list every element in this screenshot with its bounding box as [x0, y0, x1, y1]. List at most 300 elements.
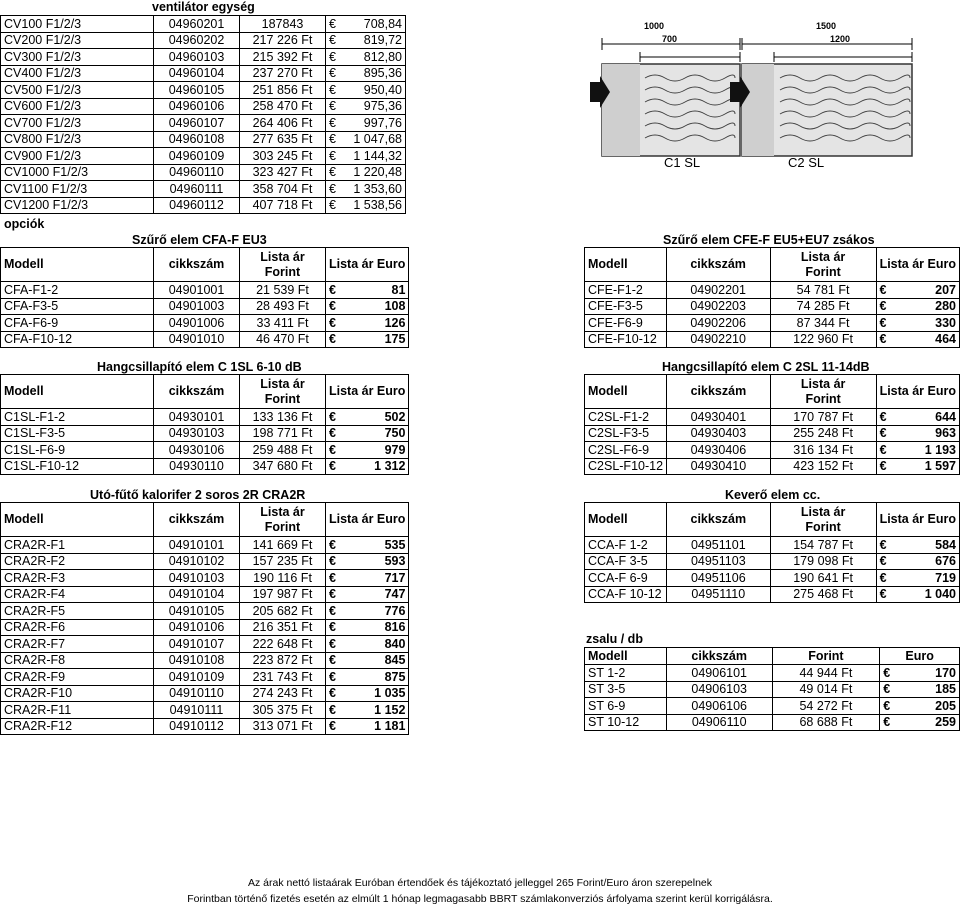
code-cell: 04902210 [666, 331, 770, 348]
model-cell: C1SL-F1-2 [1, 409, 154, 426]
euro-sign: € [329, 181, 336, 196]
eur-price-cell [326, 619, 409, 636]
eur-value: 185 [935, 682, 956, 697]
eur-price-cell [326, 442, 409, 459]
huf-price-cell: 154 787 Ft [770, 537, 876, 554]
code-cell: 04930410 [667, 458, 771, 475]
table-row [1, 458, 409, 475]
table-row [1, 669, 409, 686]
model-cell: C2SL-F3-5 [585, 425, 667, 442]
model-cell: CFE-F6-9 [585, 315, 667, 332]
code-cell: 04930106 [154, 442, 240, 459]
table-row [1, 586, 409, 603]
c1sl-title: Hangcsillapító elem C 1SL 6-10 dB [97, 360, 302, 374]
eur-price-cell [326, 32, 406, 49]
eur-price-cell [326, 331, 409, 348]
huf-price-cell: 133 136 Ft [240, 409, 326, 426]
euro-sign: € [329, 148, 336, 163]
header-eur: Euro [880, 648, 960, 665]
model-cell: CRA2R-F10 [1, 685, 154, 702]
huf-price-cell: 323 427 Ft [240, 164, 326, 181]
code-cell: 04910110 [154, 685, 240, 702]
euro-sign: € [329, 702, 336, 717]
code-cell: 04960108 [154, 131, 240, 148]
code-cell: 04951103 [666, 553, 770, 570]
table-row [1, 702, 409, 719]
huf-price-cell: 275 468 Ft [770, 586, 876, 603]
model-cell: CFE-F1-2 [585, 282, 667, 299]
eur-value: 979 [384, 442, 406, 457]
code-cell: 04960109 [154, 148, 240, 165]
code-cell: 04910106 [154, 619, 240, 636]
header-code: cikkszám [154, 248, 240, 282]
euro-sign: € [329, 459, 336, 474]
eur-value: 676 [935, 554, 956, 569]
ventilator-title: ventilátor egység [152, 0, 255, 14]
euro-sign: € [879, 332, 887, 347]
table-row [1, 49, 406, 66]
eur-price-cell [880, 681, 960, 698]
model-cell: C1SL-F10-12 [1, 458, 154, 475]
eur-value: 259 [935, 715, 956, 730]
eur-price-cell [326, 315, 409, 332]
eur-price-cell [326, 148, 406, 165]
eur-value: 584 [935, 537, 956, 552]
euro-sign: € [329, 719, 336, 734]
header-eur: Lista ár Euro [326, 375, 409, 409]
eur-value: 975,36 [363, 99, 402, 114]
huf-price-cell: 68 688 Ft [772, 714, 880, 731]
huf-price-cell: 33 411 Ft [240, 315, 326, 332]
table-row [585, 282, 960, 299]
table-row [585, 586, 960, 603]
huf-price-cell: 49 014 Ft [772, 681, 880, 698]
huf-price-cell: 170 787 Ft [770, 409, 876, 426]
eur-value: 1 353,60 [353, 181, 402, 196]
huf-price-cell: 54 272 Ft [772, 698, 880, 715]
model-cell: CRA2R-F9 [1, 669, 154, 686]
eur-value: 126 [384, 315, 406, 330]
table-row [1, 553, 409, 570]
huf-price-cell: 46 470 Ft [240, 331, 326, 348]
code-cell: 04902203 [666, 298, 770, 315]
table-row [1, 315, 409, 332]
huf-price-cell: 122 960 Ft [770, 331, 876, 348]
c1sl-table [0, 374, 409, 475]
eur-value: 819,72 [363, 33, 402, 48]
code-cell: 04960201 [154, 16, 240, 33]
eur-value: 1 035 [374, 686, 406, 701]
header-model: Modell [585, 648, 667, 665]
zsalu-title: zsalu / db [586, 632, 643, 646]
eur-price-cell [326, 636, 409, 653]
euro-sign: € [879, 282, 887, 297]
table-row [1, 98, 406, 115]
code-cell: 04910107 [154, 636, 240, 653]
header-row [585, 648, 960, 665]
eur-value: 1 193 [924, 442, 956, 457]
header-huf [240, 375, 326, 409]
euro-sign: € [329, 33, 336, 48]
eur-price-cell [876, 409, 959, 426]
model-cell: C2SL-F1-2 [585, 409, 667, 426]
huf-price-cell: 277 635 Ft [240, 131, 326, 148]
eur-value: 205 [935, 698, 956, 713]
euro-sign: € [329, 686, 336, 701]
model-cell: C2SL-F10-12 [585, 458, 667, 475]
eur-price-cell [326, 181, 406, 198]
table-row [1, 65, 406, 82]
huf-price-cell: 305 375 Ft [240, 702, 326, 719]
euro-sign: € [329, 426, 336, 441]
code-cell: 04960112 [154, 197, 240, 214]
code-cell: 04906110 [666, 714, 772, 731]
header-code: cikkszám [666, 648, 772, 665]
huf-price-cell: 274 243 Ft [240, 685, 326, 702]
header-row [585, 503, 960, 537]
model-cell: CFE-F3-5 [585, 298, 667, 315]
huf-price-cell: 347 680 Ft [240, 458, 326, 475]
code-cell: 04960105 [154, 82, 240, 99]
header-model: Modell [1, 375, 154, 409]
eur-price-cell [326, 458, 409, 475]
model-cell: CRA2R-F7 [1, 636, 154, 653]
table-row [1, 331, 409, 348]
euro-sign: € [883, 665, 891, 680]
left-outer-dim: 1000 [644, 21, 665, 31]
huf-price-cell: 190 116 Ft [240, 570, 326, 587]
huf-price-cell: 313 071 Ft [240, 718, 326, 735]
eur-price-cell [876, 553, 959, 570]
ccaf-section [584, 502, 960, 603]
model-cell: CV300 F1/2/3 [1, 49, 154, 66]
huf-price-cell: 54 781 Ft [770, 282, 876, 299]
header-model: Modell [1, 503, 154, 537]
code-cell: 04901006 [154, 315, 240, 332]
table-row [1, 197, 406, 214]
eur-price-cell [326, 98, 406, 115]
eur-value: 1 040 [924, 587, 956, 602]
zsalu-section [584, 647, 960, 731]
table-row [1, 685, 409, 702]
code-cell: 04930110 [154, 458, 240, 475]
huf-price-cell: 231 743 Ft [240, 669, 326, 686]
huf-price-cell: 423 152 Ft [770, 458, 876, 475]
huf-price-cell: 87 344 Ft [770, 315, 876, 332]
header-huf [770, 503, 876, 537]
header-eur: Lista ár Euro [326, 248, 409, 282]
model-cell: C1SL-F6-9 [1, 442, 154, 459]
eur-value: 644 [935, 409, 956, 424]
table-row [585, 553, 960, 570]
header-code: cikkszám [667, 375, 771, 409]
model-cell: CFA-F10-12 [1, 331, 154, 348]
cfe-title: Szűrő elem CFE-F EU5+EU7 zsákos [663, 233, 875, 247]
code-cell: 04930101 [154, 409, 240, 426]
euro-sign: € [329, 620, 336, 635]
euro-sign: € [329, 198, 336, 213]
header-huf [240, 503, 326, 537]
code-cell: 04910104 [154, 586, 240, 603]
huf-price-cell: 74 285 Ft [770, 298, 876, 315]
table-row [1, 537, 409, 554]
footer-note-2: Forintban történő fizetés esetén az elmúlt 1 hónap legmagasabb BBRT számlakonverziós árfolyama szerint kerül korrigálásra. [187, 893, 773, 905]
table-row [1, 603, 409, 620]
code-cell: 04910102 [154, 553, 240, 570]
code-cell: 04910111 [154, 702, 240, 719]
eur-value: 502 [384, 409, 406, 424]
eur-price-cell [876, 570, 959, 587]
eur-price-cell [326, 164, 406, 181]
eur-value: 719 [935, 570, 956, 585]
cfa-table [0, 247, 409, 348]
right-inner-dim: 1200 [830, 34, 851, 44]
eur-price-cell [326, 669, 409, 686]
eur-value: 812,80 [363, 49, 402, 64]
huf-price-cell: 255 248 Ft [770, 425, 876, 442]
huf-price-cell: 216 351 Ft [240, 619, 326, 636]
table-row [1, 636, 409, 653]
euro-sign: € [329, 442, 336, 457]
euro-sign: € [879, 587, 887, 602]
table-row [1, 148, 406, 165]
header-huf-line1: Lista ár [800, 249, 846, 264]
model-cell: CRA2R-F11 [1, 702, 154, 719]
eur-value: 895,36 [363, 66, 402, 81]
euro-sign: € [329, 537, 336, 552]
model-cell: ST 6-9 [585, 698, 667, 715]
euro-sign: € [883, 715, 891, 730]
table-row [1, 131, 406, 148]
model-cell: CCA-F 10-12 [585, 586, 667, 603]
eur-value: 207 [935, 282, 956, 297]
cra-title: Utó-fűtő kalorifer 2 soros 2R CRA2R [90, 488, 306, 502]
euro-sign: € [329, 99, 336, 114]
euro-sign: € [329, 315, 336, 330]
eur-value: 170 [935, 665, 956, 680]
ccaf-table [584, 502, 960, 603]
header-code: cikkszám [666, 503, 770, 537]
header-huf-line2: Forint [264, 391, 301, 406]
code-cell: 04951110 [666, 586, 770, 603]
model-cell: CRA2R-F12 [1, 718, 154, 735]
code-cell: 04910103 [154, 570, 240, 587]
model-cell: CRA2R-F4 [1, 586, 154, 603]
code-cell: 04960107 [154, 115, 240, 132]
code-cell: 04906101 [666, 665, 772, 682]
model-cell: CRA2R-F2 [1, 553, 154, 570]
huf-price-cell: 316 134 Ft [770, 442, 876, 459]
header-code: cikkszám [666, 248, 770, 282]
eur-price-cell [326, 586, 409, 603]
table-row [1, 718, 409, 735]
header-eur: Lista ár Euro [876, 248, 959, 282]
eur-price-cell [326, 685, 409, 702]
code-cell: 04930401 [667, 409, 771, 426]
header-code: cikkszám [154, 375, 240, 409]
ventilator-section [0, 15, 406, 214]
euro-sign: € [329, 299, 336, 314]
code-cell: 04901001 [154, 282, 240, 299]
eur-price-cell [876, 425, 959, 442]
eur-price-cell [326, 718, 409, 735]
model-cell: CFA-F6-9 [1, 315, 154, 332]
header-huf-line1: Lista ár [260, 249, 305, 264]
code-cell: 04910109 [154, 669, 240, 686]
eur-value: 1 181 [374, 719, 406, 734]
huf-price-cell: 205 682 Ft [240, 603, 326, 620]
huf-price-cell: 179 098 Ft [770, 553, 876, 570]
eur-price-cell [876, 586, 959, 603]
options-label: opciók [4, 217, 45, 231]
eur-value: 708,84 [363, 16, 402, 31]
huf-price-cell: 237 270 Ft [240, 65, 326, 82]
code-cell: 04930406 [667, 442, 771, 459]
eur-value: 1 152 [374, 702, 406, 717]
euro-sign: € [879, 459, 887, 474]
header-eur: Lista ár Euro [326, 503, 409, 537]
eur-price-cell [876, 537, 959, 554]
code-cell: 04910105 [154, 603, 240, 620]
code-cell: 04902201 [666, 282, 770, 299]
eur-price-cell [880, 665, 960, 682]
huf-price-cell: 198 771 Ft [240, 425, 326, 442]
table-row [1, 82, 406, 99]
header-huf-line2: Forint [805, 519, 841, 534]
huf-price-cell: 251 856 Ft [240, 82, 326, 99]
table-row [1, 282, 409, 299]
header-model: Modell [585, 248, 667, 282]
model-cell: CV900 F1/2/3 [1, 148, 154, 165]
code-cell: 04960106 [154, 98, 240, 115]
eur-value: 776 [384, 603, 406, 618]
euro-sign: € [879, 299, 887, 314]
table-row [1, 425, 409, 442]
header-huf [770, 375, 876, 409]
table-row [1, 16, 406, 33]
model-cell: ST 3-5 [585, 681, 667, 698]
euro-sign: € [879, 426, 887, 441]
eur-value: 593 [384, 554, 406, 569]
c1sl-section [0, 374, 409, 475]
huf-price-cell: 157 235 Ft [240, 553, 326, 570]
eur-price-cell [326, 298, 409, 315]
eur-price-cell [326, 49, 406, 66]
table-row [585, 698, 960, 715]
model-cell: CV600 F1/2/3 [1, 98, 154, 115]
eur-price-cell [326, 553, 409, 570]
huf-price-cell: 44 944 Ft [772, 665, 880, 682]
eur-value: 1 047,68 [353, 132, 402, 147]
ccaf-title: Keverő elem cc. [725, 488, 821, 502]
model-cell: CV1000 F1/2/3 [1, 164, 154, 181]
eur-price-cell [326, 131, 406, 148]
eur-price-cell [876, 442, 959, 459]
eur-price-cell [326, 702, 409, 719]
model-cell: CRA2R-F6 [1, 619, 154, 636]
euro-sign: € [883, 698, 891, 713]
eur-value: 816 [384, 620, 406, 635]
eur-value: 108 [384, 299, 406, 314]
eur-price-cell [880, 698, 960, 715]
zsalu-table [584, 647, 960, 731]
huf-price-cell: 215 392 Ft [240, 49, 326, 66]
eur-value: 535 [384, 537, 406, 552]
code-cell: 04951101 [666, 537, 770, 554]
header-huf: Forint [772, 648, 880, 665]
huf-price-cell: 187843 [240, 16, 326, 33]
header-huf [240, 248, 326, 282]
table-row [585, 409, 960, 426]
header-eur: Lista ár Euro [876, 375, 959, 409]
code-cell: 04906106 [666, 698, 772, 715]
eur-value: 717 [384, 570, 406, 585]
model-cell: CFA-F3-5 [1, 298, 154, 315]
huf-price-cell: 197 987 Ft [240, 586, 326, 603]
header-row [1, 503, 409, 537]
header-huf-line1: Lista ár [260, 376, 305, 391]
huf-price-cell: 259 488 Ft [240, 442, 326, 459]
euro-sign: € [879, 315, 887, 330]
model-cell: CV200 F1/2/3 [1, 32, 154, 49]
code-cell: 04951106 [666, 570, 770, 587]
table-row [1, 409, 409, 426]
model-cell: CRA2R-F3 [1, 570, 154, 587]
model-cell: C1SL-F3-5 [1, 425, 154, 442]
euro-sign: € [329, 636, 336, 651]
euro-sign: € [329, 82, 336, 97]
euro-sign: € [329, 66, 336, 81]
code-cell: 04910112 [154, 718, 240, 735]
table-row [1, 164, 406, 181]
eur-price-cell [326, 570, 409, 587]
euro-sign: € [329, 554, 336, 569]
table-row [1, 619, 409, 636]
eur-value: 840 [384, 636, 406, 651]
huf-price-cell: 264 406 Ft [240, 115, 326, 132]
euro-sign: € [879, 537, 887, 552]
header-model: Modell [585, 503, 667, 537]
eur-price-cell [326, 652, 409, 669]
model-cell: ST 10-12 [585, 714, 667, 731]
eur-price-cell [876, 331, 959, 348]
cra-table [0, 502, 409, 735]
table-row [585, 298, 960, 315]
cfa-section [0, 247, 409, 348]
huf-price-cell: 303 245 Ft [240, 148, 326, 165]
eur-value: 1 144,32 [353, 148, 402, 163]
huf-price-cell: 258 470 Ft [240, 98, 326, 115]
right-outer-dim: 1500 [816, 21, 837, 31]
euro-sign: € [879, 554, 887, 569]
table-row [585, 570, 960, 587]
ventilator-table [0, 15, 406, 214]
header-row [1, 248, 409, 282]
huf-price-cell: 217 226 Ft [240, 32, 326, 49]
left-inner-dim: 700 [662, 34, 678, 44]
euro-sign: € [329, 653, 336, 668]
silencer-drawing [590, 16, 920, 161]
eur-value: 1 538,56 [353, 198, 402, 213]
eur-value: 750 [384, 426, 406, 441]
table-row [1, 115, 406, 132]
eur-value: 963 [935, 426, 956, 441]
code-cell: 04902206 [666, 315, 770, 332]
code-cell: 04960110 [154, 164, 240, 181]
eur-value: 845 [384, 653, 406, 668]
eur-price-cell [876, 458, 959, 475]
eur-value: 81 [391, 282, 406, 297]
